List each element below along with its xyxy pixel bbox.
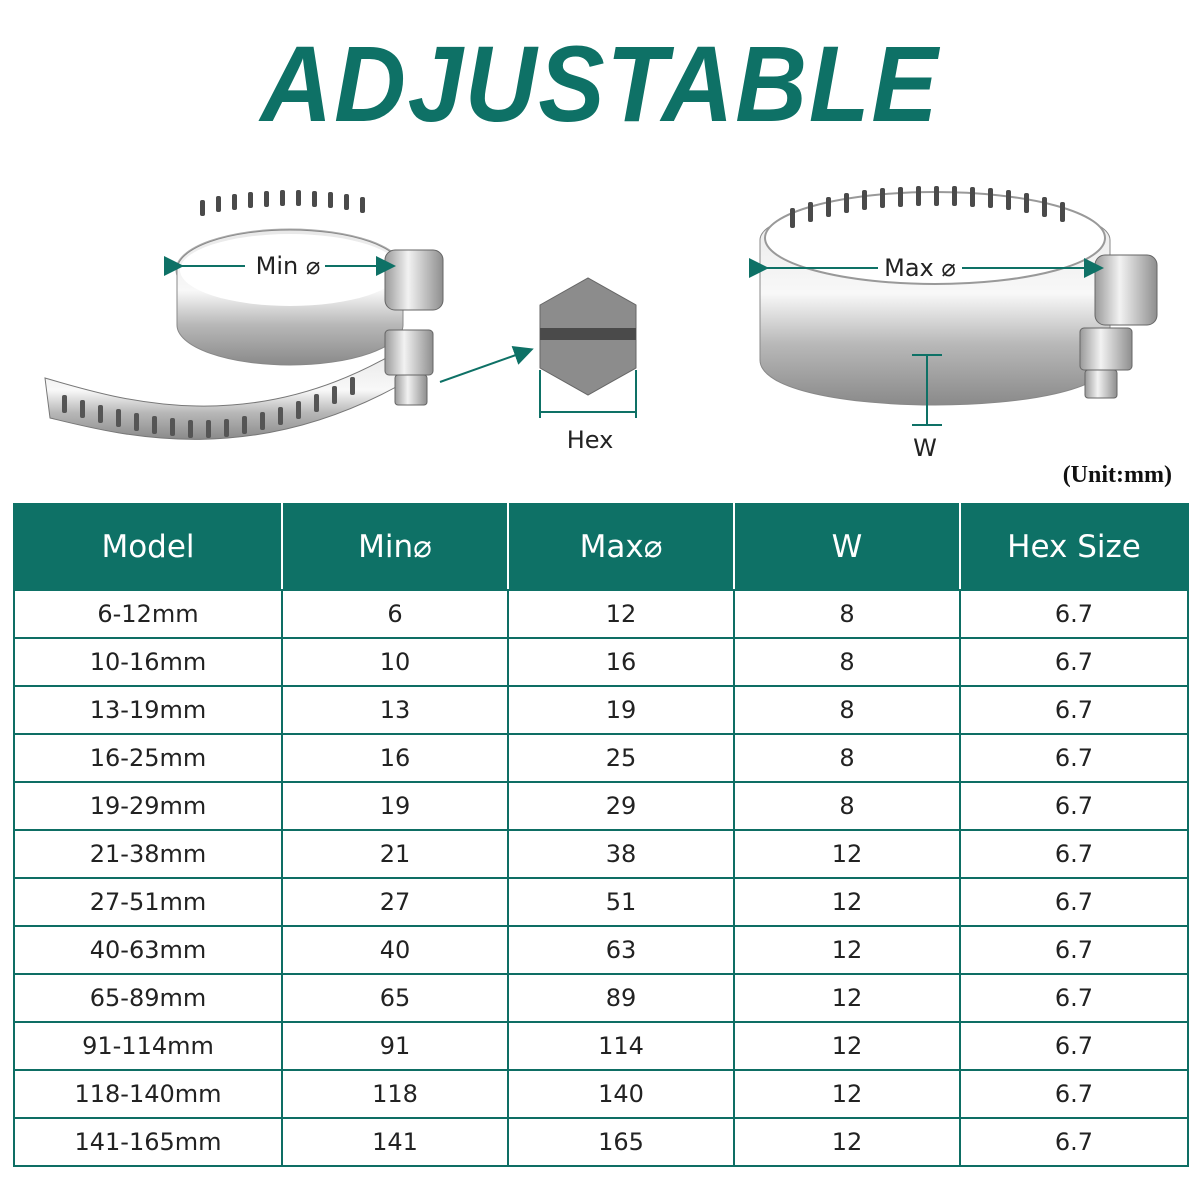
cell-w: 12 (734, 1118, 960, 1166)
page-title: ADJUSTABLE (260, 23, 940, 144)
table-row (14, 1070, 1188, 1118)
table-row (14, 734, 1188, 782)
cell-w: 12 (734, 926, 960, 974)
cell-w: 8 (734, 638, 960, 686)
table-row (14, 878, 1188, 926)
cell-min: 6 (282, 590, 508, 638)
cell-hex-size: 6.7 (960, 830, 1188, 878)
cell-min: 21 (282, 830, 508, 878)
cell-hex-size: 6.7 (960, 686, 1188, 734)
cell-model: 6-12mm (14, 590, 282, 638)
cell-model: 10-16mm (14, 638, 282, 686)
cell-hex-size: 6.7 (960, 782, 1188, 830)
cell-max: 165 (508, 1118, 734, 1166)
cell-hex-size: 6.7 (960, 638, 1188, 686)
table-row (14, 638, 1188, 686)
cell-min: 141 (282, 1118, 508, 1166)
cell-min: 13 (282, 686, 508, 734)
clamp-illustration (0, 150, 1200, 490)
cell-model: 141-165mm (14, 1118, 282, 1166)
cell-max: 16 (508, 638, 734, 686)
cell-hex-size: 6.7 (960, 1070, 1188, 1118)
cell-hex-size: 6.7 (960, 1022, 1188, 1070)
cell-max: 63 (508, 926, 734, 974)
table-body (14, 590, 1188, 1166)
table-row (14, 974, 1188, 1022)
cell-w: 8 (734, 782, 960, 830)
cell-w: 12 (734, 1022, 960, 1070)
col-header-model: Model (14, 504, 282, 590)
cell-model: 19-29mm (14, 782, 282, 830)
cell-min: 91 (282, 1022, 508, 1070)
cell-max: 19 (508, 686, 734, 734)
table-row (14, 926, 1188, 974)
cell-max: 140 (508, 1070, 734, 1118)
table-row (14, 686, 1188, 734)
cell-w: 12 (734, 878, 960, 926)
table-row (14, 1022, 1188, 1070)
cell-max: 25 (508, 734, 734, 782)
cell-min: 27 (282, 878, 508, 926)
cell-model: 27-51mm (14, 878, 282, 926)
cell-model: 65-89mm (14, 974, 282, 1022)
cell-w: 8 (734, 590, 960, 638)
cell-w: 8 (734, 686, 960, 734)
cell-min: 40 (282, 926, 508, 974)
cell-model: 118-140mm (14, 1070, 282, 1118)
max-clamp-image (760, 186, 1157, 425)
min-clamp-image (45, 190, 530, 439)
cell-hex-size: 6.7 (960, 926, 1188, 974)
cell-min: 65 (282, 974, 508, 1022)
cell-max: 89 (508, 974, 734, 1022)
spec-table (13, 503, 1189, 1167)
table-row (14, 782, 1188, 830)
cell-w: 12 (734, 830, 960, 878)
cell-min: 118 (282, 1070, 508, 1118)
col-header-w: W (734, 504, 960, 590)
cell-w: 12 (734, 974, 960, 1022)
max-diameter-label: Max ⌀ (884, 254, 956, 282)
cell-model: 21-38mm (14, 830, 282, 878)
col-header-hex-size: Hex Size (960, 504, 1188, 590)
col-header-max: Max⌀ (508, 504, 734, 590)
table-row (14, 1118, 1188, 1166)
table-row (14, 590, 1188, 638)
cell-max: 114 (508, 1022, 734, 1070)
col-header-min: Min⌀ (282, 504, 508, 590)
cell-w: 12 (734, 1070, 960, 1118)
cell-hex-size: 6.7 (960, 878, 1188, 926)
table-row (14, 830, 1188, 878)
hex-label: Hex (566, 426, 614, 454)
cell-hex-size: 6.7 (960, 734, 1188, 782)
min-diameter-label: Min ⌀ (255, 252, 321, 280)
cell-model: 40-63mm (14, 926, 282, 974)
cell-hex-size: 6.7 (960, 1118, 1188, 1166)
cell-min: 16 (282, 734, 508, 782)
cell-min: 19 (282, 782, 508, 830)
hex-icon (540, 278, 636, 418)
cell-hex-size: 6.7 (960, 590, 1188, 638)
w-label: W (913, 434, 937, 462)
cell-max: 29 (508, 782, 734, 830)
table-header-row (14, 504, 1188, 590)
cell-min: 10 (282, 638, 508, 686)
cell-max: 38 (508, 830, 734, 878)
unit-note: (Unit:mm) (1062, 462, 1172, 488)
cell-hex-size: 6.7 (960, 974, 1188, 1022)
cell-max: 51 (508, 878, 734, 926)
cell-max: 12 (508, 590, 734, 638)
cell-w: 8 (734, 734, 960, 782)
cell-model: 13-19mm (14, 686, 282, 734)
cell-model: 16-25mm (14, 734, 282, 782)
cell-model: 91-114mm (14, 1022, 282, 1070)
